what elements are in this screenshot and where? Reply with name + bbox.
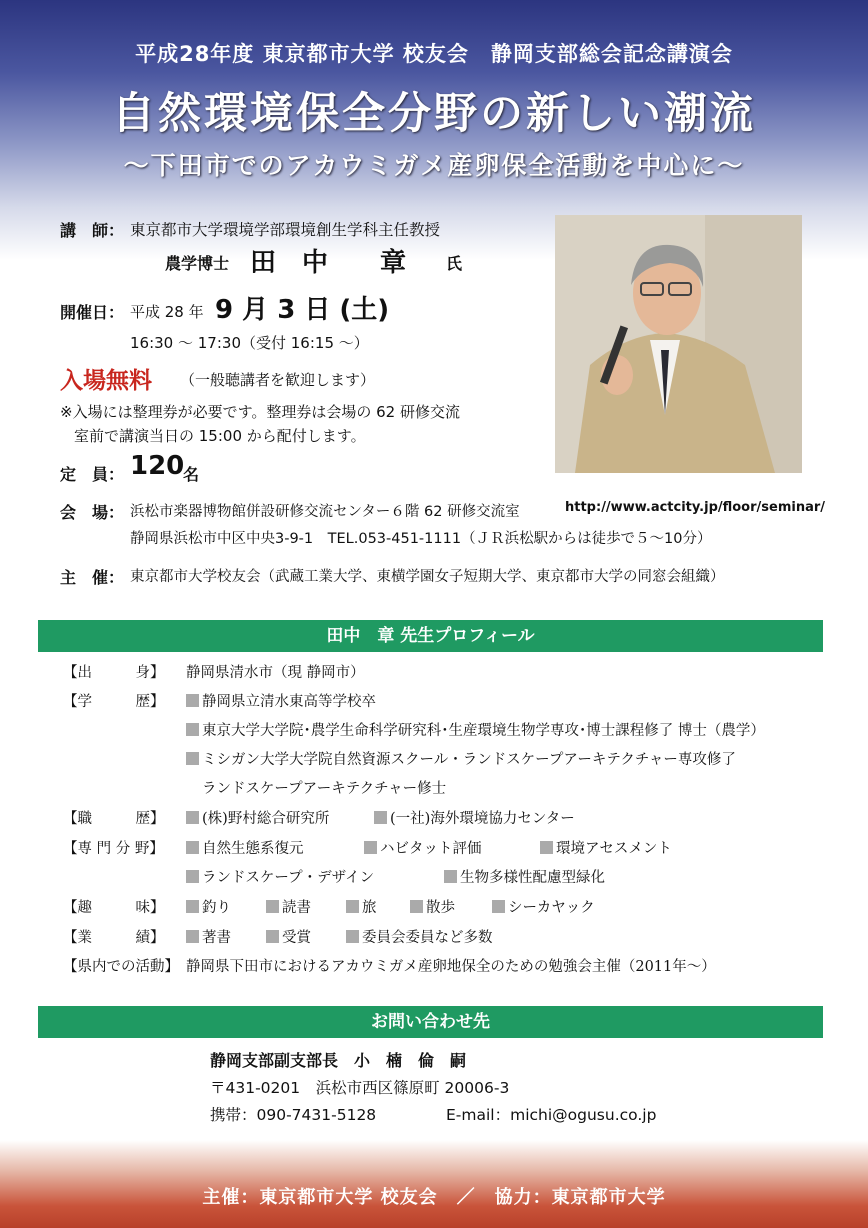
capacity-value: 120 [130, 451, 185, 481]
admission-note: （一般聴講者を歓迎します） [180, 371, 376, 389]
profile-local-activity-value: 静岡県下田市におけるアカウミガメ産卵地保全のための勉強会主催（2011年〜） [186, 959, 716, 975]
ticket-note-1: ※入場には整理券が必要です。整理券は会場の 62 研修交流 [60, 403, 460, 421]
profile-key-career: 【職 歴】 [63, 811, 165, 827]
page-subtitle: 〜下田市でのアカウミガメ産卵保全活動を中心に〜 [123, 151, 745, 180]
profile-origin-value: 静岡県清水市（現 静岡市） [186, 665, 365, 681]
organizer-text: 東京都市大学校友会（武蔵工業大学、東横学園女子短期大学、東京都市大学の同窓会組織） [130, 569, 725, 585]
profile-education-item: ミシガン大学大学院自然資源スクール・ランドスケープアーキテクチャー専攻修了 [186, 748, 736, 769]
profile-achievement-item: 委員会委員など多数 [346, 926, 493, 947]
venue-label: 会 場： [60, 503, 125, 522]
venue-line1: 浜松市楽器博物館併設研修交流センター６階 62 研修交流室 [130, 504, 520, 520]
footer-credit: 主催：東京都市大学 校友会 ／ 協力：東京都市大学 [202, 1187, 666, 1208]
bullet-icon [186, 811, 199, 824]
date-time: 16:30 〜 17:30（受付 16:15 〜） [130, 334, 369, 352]
date-era: 平成 28 年 [130, 303, 204, 321]
bullet-icon [186, 900, 199, 913]
profile-hobby-item: 読書 [266, 896, 311, 917]
profile-field-item: 生物多様性配慮型緑化 [444, 866, 605, 887]
profile-key-origin: 【出 身】 [63, 665, 165, 681]
lecturer-affiliation: 東京都市大学環境学部環境創生学科主任教授 [130, 221, 441, 239]
admission-free: 入場無料 [60, 368, 152, 394]
profile-heading: 田中 章 先生プロフィール [38, 620, 823, 652]
profile-field-item: 環境アセスメント [540, 837, 672, 858]
profile-hobby-item: 旅 [346, 896, 377, 917]
capacity-label: 定 員： [60, 465, 125, 484]
bullet-icon [266, 900, 279, 913]
contact-person: 静岡支部副支部長 小 楠 倫 嗣 [210, 1051, 467, 1070]
date-label: 開催日： [60, 303, 125, 322]
profile-key-field: 【専 門 分 野】 [63, 841, 164, 857]
capacity-unit: 名 [183, 465, 200, 484]
lecturer-photo-illustration [555, 215, 802, 473]
bullet-icon [374, 811, 387, 824]
venue-url[interactable]: http://www.actcity.jp/floor/seminar/ [565, 500, 826, 515]
bullet-icon [364, 841, 377, 854]
bullet-icon [186, 694, 199, 707]
bullet-icon [186, 930, 199, 943]
profile-education-item: 静岡県立清水東高等学校卒 [186, 690, 376, 711]
lecturer-photo [555, 215, 802, 473]
profile-achievement-item: 著書 [186, 926, 231, 947]
profile-field-item: ハビタット評価 [364, 837, 482, 858]
contact-email[interactable]: E-mail：michi@ogusu.co.jp [446, 1106, 657, 1124]
date-main: 9 月 3 日 (土) [215, 295, 390, 325]
bullet-icon [346, 930, 359, 943]
contact-heading: お問い合わせ先 [38, 1006, 823, 1038]
profile-key-hobby: 【趣 味】 [63, 900, 165, 916]
bullet-icon [540, 841, 553, 854]
ticket-note-2: 室前で講演当日の 15:00 から配付します。 [74, 427, 366, 445]
bullet-icon [444, 870, 457, 883]
organizer-label: 主 催： [60, 568, 125, 587]
profile-achievement-item: 受賞 [266, 926, 311, 947]
page-title: 自然環境保全分野の新しい潮流 [112, 89, 756, 139]
profile-career-item: (株)野村総合研究所 [186, 807, 329, 828]
profile-key-local-activity: 【県内での活動】 [63, 959, 179, 975]
profile-key-education: 【学 歴】 [63, 694, 165, 710]
lecturer-degree: 農学博士 [165, 254, 230, 273]
bullet-icon [346, 900, 359, 913]
profile-hobby-item: 散歩 [410, 896, 455, 917]
event-line: 平成28年度 東京都市大学 校友会 静岡支部総会記念講演会 [135, 42, 733, 66]
profile-career-item: (一社)海外環境協力センター [374, 807, 575, 828]
bullet-icon [266, 930, 279, 943]
lecturer-label: 講 師： [60, 221, 125, 240]
profile-hobby-item: 釣り [186, 896, 231, 917]
bullet-icon [186, 752, 199, 765]
profile-education-item: 東京大学大学院･農学生命科学研究科･生産環境生物学専攻･博士課程修了 博士（農学） [186, 719, 765, 740]
bullet-icon [410, 900, 423, 913]
bullet-icon [186, 723, 199, 736]
profile-field-item: ランドスケープ・デザイン [186, 866, 374, 887]
venue-line2: 静岡県浜松市中区中央3-9-1 TEL.053-451-1111（ＪＲ浜松駅からは徒歩で５〜10分） [130, 531, 712, 547]
profile-field-item: 自然生態系復元 [186, 837, 304, 858]
lecturer-honorific: 氏 [446, 254, 463, 273]
profile-key-achievements: 【業 績】 [63, 930, 165, 946]
profile-education-item: ランドスケープアーキテクチャー修士 [202, 781, 447, 797]
bullet-icon [186, 841, 199, 854]
bullet-icon [492, 900, 505, 913]
profile-hobby-item: シーカヤック [492, 896, 595, 917]
contact-address: 〒431-0201 浜松市西区篠原町 20006-3 [210, 1079, 510, 1097]
bullet-icon [186, 870, 199, 883]
lecturer-name: 田 中 章 [250, 248, 407, 278]
contact-mobile: 携帯：090-7431-5128 [210, 1106, 377, 1124]
